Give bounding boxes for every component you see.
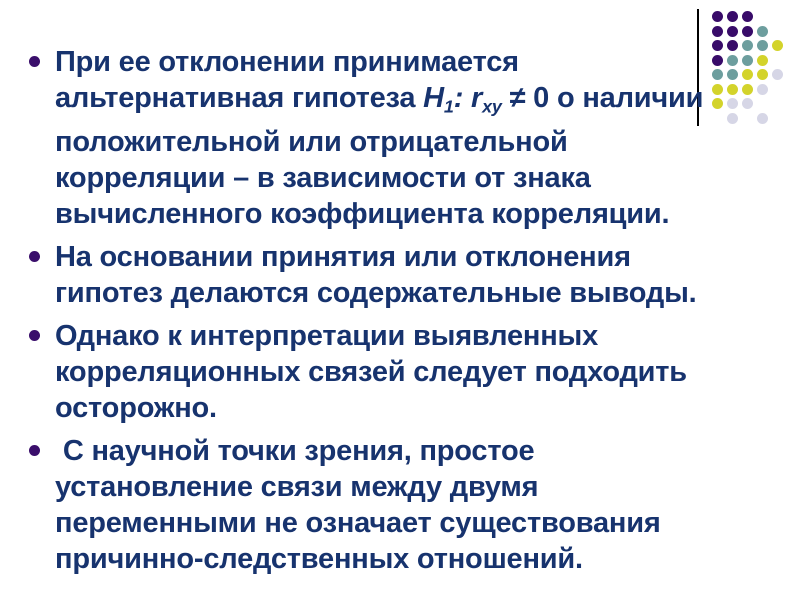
formula-segment: 1 [443, 96, 454, 117]
pattern-dot [712, 26, 723, 37]
text-line [55, 354, 795, 390]
text-line [55, 124, 795, 160]
pattern-dot [757, 26, 768, 37]
text-segment: корреляционных связей следует подходить [55, 356, 687, 389]
pattern-dot [742, 11, 753, 22]
text-line [55, 318, 795, 354]
text-segment: гипотез делаются содержательные выводы. [55, 277, 697, 310]
text-segment: С научной точки зрения, простое [55, 435, 535, 468]
pattern-dot [742, 26, 753, 37]
formula-segment: : [453, 82, 472, 114]
formula-segment: H [423, 82, 444, 114]
text-segment: причинно-следственных отношений. [55, 543, 583, 576]
text-segment: установление связи между двумя [55, 471, 539, 504]
list-item [55, 318, 795, 426]
bullet-list [55, 44, 795, 584]
text-segment: ≠ 0 о наличии [501, 82, 704, 114]
text-line [55, 239, 795, 275]
text-segment: При ее отклонении принимается [55, 46, 519, 78]
text-segment: положительной или отрицательной [55, 126, 568, 159]
text-line [55, 505, 795, 541]
pattern-dot [712, 11, 723, 22]
pattern-dot [727, 26, 738, 37]
text-line [55, 160, 795, 196]
pattern-dot [727, 11, 738, 22]
text-segment: альтернативная гипотеза [55, 82, 424, 114]
text-line [55, 390, 795, 426]
text-segment: На основании принятия или отклонения [55, 241, 631, 274]
formula-segment: xy [482, 96, 502, 117]
formula-segment: r [471, 82, 483, 114]
text-line [55, 275, 795, 311]
list-item [55, 239, 795, 311]
list-item [55, 433, 795, 577]
text-segment: переменными не означает существования [55, 507, 661, 540]
text-line [55, 196, 795, 232]
text-line [55, 44, 795, 80]
list-item [55, 44, 795, 232]
text-segment: осторожно. [55, 392, 217, 425]
text-line [55, 80, 795, 124]
text-line [55, 541, 795, 577]
text-segment: вычисленного коэффициента корреляции. [55, 198, 670, 231]
text-segment: корреляции – в зависимости от знака [55, 162, 591, 195]
text-line [55, 433, 795, 469]
text-segment: Однако к интерпретации выявленных [55, 320, 599, 353]
text-line [55, 469, 795, 505]
